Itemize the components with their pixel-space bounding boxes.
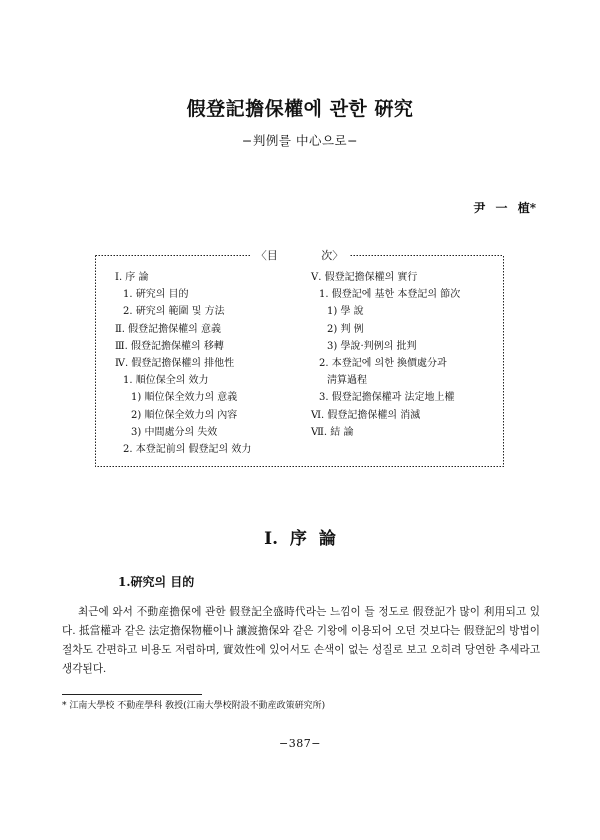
- body-paragraph: [62, 603, 540, 679]
- toc-item: 3) 學說·判例의 批判: [327, 340, 417, 352]
- toc-item: Ⅵ. 假登記擔保權의 消滅: [311, 409, 421, 421]
- author-name: 尹 一 植*: [473, 201, 536, 215]
- toc-item: 1) 學 說: [327, 306, 364, 318]
- toc-item: 2. 本登記에 의한 換價處分과: [319, 358, 447, 370]
- toc-item: 2. 硏究의 範圍 및 方法: [123, 306, 225, 318]
- toc-item: 1. 順位保全의 效力: [123, 375, 209, 387]
- subsection-heading: 1.硏究의 目的: [118, 575, 195, 589]
- footnote: * 江南大學校 不動産學科 敎授(江南大學校附設不動産政策硏究所): [62, 701, 326, 711]
- paragraph-text: 최근에 와서 不動産擔保에 관한 假登記全盛時代라는 느낌이 들 정도로 假登記가 많이 利用되고 있다. 抵當權과 같은 法定擔保物權이나 讓渡擔保와 같은 기왕에 이용되어 오던 것보다는 假登記의 방법이 절차도 간편하고 비용도 저렴하며, 實效性에 있어서도 손색이 없는 성질로 보고 오히려 당연한 추세라고 생각된다.: [62, 606, 540, 675]
- page-number: −387−: [279, 737, 321, 750]
- toc-item: 1. 假登記에 基한 本登記의 節次: [319, 289, 461, 301]
- toc-item: Ⅴ. 假登記擔保權의 實行: [311, 272, 418, 283]
- toc-item: 2) 順位保全效力의 內容: [131, 409, 238, 421]
- toc-left-column: [115, 269, 251, 458]
- toc-item: 淸算過程: [327, 375, 367, 387]
- toc-right-column: [311, 269, 460, 441]
- paper-title: 假登記擔保權에 관한 硏究: [186, 98, 414, 120]
- footnote-rule: [62, 694, 202, 695]
- toc-item: 2. 本登記前의 假登記의 效力: [123, 444, 252, 456]
- toc-item: 1. 硏究의 目的: [123, 289, 189, 301]
- toc-heading: 〈目 次〉: [95, 247, 504, 263]
- toc-item: 3. 假登記擔保權과 法定地上權: [319, 392, 455, 404]
- toc-item: Ⅳ. 假登記擔保權의 排他性: [115, 358, 235, 370]
- toc-item: Ⅱ. 假登記擔保權의 意義: [115, 323, 221, 335]
- table-of-contents: [95, 249, 504, 467]
- paper-subtitle: −判例를 中心으로−: [241, 133, 359, 148]
- toc-item: Ⅰ. 序 論: [115, 272, 149, 283]
- section-heading: Ⅰ. 序 論: [264, 529, 336, 549]
- toc-item: 1) 順位保全效力의 意義: [131, 392, 238, 404]
- toc-item: 2) 判 例: [327, 323, 364, 335]
- toc-item: Ⅲ. 假登記擔保權의 移轉: [115, 340, 224, 352]
- toc-item: Ⅶ. 結 論: [311, 426, 354, 438]
- toc-item: 3) 中間處分의 失效: [131, 426, 218, 438]
